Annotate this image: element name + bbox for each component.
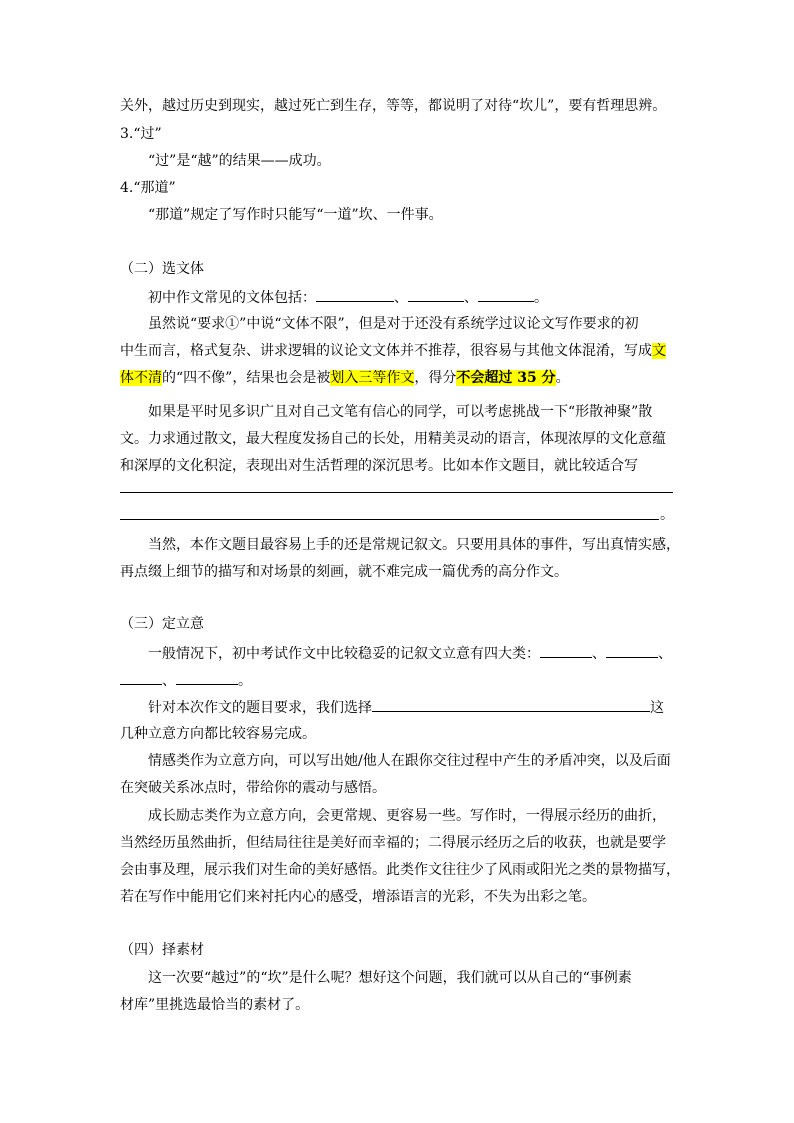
body-text: 在突破关系冰点时，带给你的震动与感悟。 <box>120 780 386 796</box>
body-text: 会由事及理，展示我们对生命的美好感悟。此类作文往往少了风雨或阳光之类的景物描写， <box>120 862 680 878</box>
body-text: 情感类作为立意方向，可以写出她/他人在跟你交往过程中产生的矛盾冲突，以及后面 <box>148 753 671 769</box>
section-heading: （三）定立意 <box>120 616 204 632</box>
body-text: “那道”规定了写作时只能写“一道”坎、一件事。 <box>148 207 443 223</box>
body-text: 初中作文常见的文体包括： <box>148 290 316 306</box>
fill-in-line <box>148 287 548 308</box>
separator: 、 <box>394 290 408 306</box>
separator: 、 <box>464 290 478 306</box>
body-text: 。 <box>555 370 570 386</box>
highlighted-text: 体不清 <box>120 370 162 386</box>
answer-blank[interactable] <box>372 697 650 712</box>
answer-line[interactable] <box>120 492 673 493</box>
answer-blank[interactable] <box>606 643 658 658</box>
period: 。 <box>238 673 252 689</box>
body-text: 当然，本作文题目最容易上手的还是常规记叙文。只要用具体的事件，写出真情实感， <box>148 537 680 553</box>
section-heading: （二）选文体 <box>120 261 204 277</box>
body-text: 几种立意方向都比较容易完成。 <box>120 726 316 742</box>
period: 。 <box>534 290 548 306</box>
body-text: 一般情况下，初中考试作文中比较稳妥的记叙文立意有四大类： <box>148 646 540 662</box>
body-text: 针对本次作文的题目要求，我们选择 <box>148 700 372 716</box>
body-text: 关外，越过历史到现实，越过死亡到生存，等等，都说明了对待“坎儿”，要有哲理思辨。 <box>120 98 667 114</box>
body-text-line <box>120 341 666 361</box>
answer-line[interactable] <box>120 519 659 520</box>
body-text: 中生而言，格式复杂、讲求逻辑的议论文文体并不推荐，很容易与其他文体混淆，写成 <box>120 343 652 359</box>
body-text: “过”是“越”的结果——成功。 <box>148 153 331 169</box>
subheading: 4.“那道” <box>120 180 176 196</box>
body-text: 的“四不像”，结果也会是被 <box>162 370 331 386</box>
highlighted-text: 文 <box>652 343 666 359</box>
period: 。 <box>660 507 674 523</box>
body-text: 这一次要“越过”的“坎”是什么呢？想好这个问题，我们就可以从自己的“事例素 <box>148 970 632 986</box>
body-text: 和深厚的文化积淀，表现出对生活哲理的深沉思考。比如本作文题目，就比较适合写 <box>120 458 638 474</box>
body-text: 成长励志类作为立意方向，会更常规、更容易一些。写作时，一得展示经历的曲折， <box>148 808 666 824</box>
section-heading: （四）择素材 <box>120 942 204 958</box>
body-text: 文。力求通过散文，最大程度发扬自己的长处，用精美灵动的语言，体现浓厚的文化意蕴 <box>120 431 666 447</box>
fill-in-line <box>148 697 664 718</box>
fill-in-line <box>148 643 672 664</box>
highlighted-bold-text: 不会超过 35 分 <box>456 370 556 386</box>
answer-blank[interactable] <box>478 287 534 302</box>
body-text: 这 <box>650 700 664 716</box>
body-text: 若在写作中能用它们来衬托内心的感受，增添语言的光彩，不失为出彩之笔。 <box>120 889 596 905</box>
body-text-line <box>120 368 570 388</box>
body-text: 再点缀上细节的描写和对场景的刻画，就不难完成一篇优秀的高分作文。 <box>120 564 568 580</box>
separator: 、 <box>592 646 606 662</box>
fill-in-line <box>120 670 252 691</box>
answer-blank[interactable] <box>540 643 592 658</box>
body-text: 虽然说“要求①”中说“文体不限”，但是对于还没有系统学过议论文写作要求的初 <box>148 316 639 332</box>
answer-blank[interactable] <box>120 670 162 685</box>
separator: 、 <box>162 673 176 689</box>
body-text: ，得分 <box>414 370 457 386</box>
body-text: 当然经历虽然曲折，但结局往往是美好而幸福的；二得展示经历之后的收获，也就是要学 <box>120 835 666 851</box>
body-text: 如果是平时见多识广且对自己文笔有信心的同学，可以考虑挑战一下“形散神聚”散 <box>148 404 653 420</box>
highlighted-text: 划入三等作文 <box>330 370 415 386</box>
subheading: 3.“过” <box>120 126 162 142</box>
answer-blank[interactable] <box>176 670 238 685</box>
separator: 、 <box>658 646 672 662</box>
answer-blank[interactable] <box>408 287 464 302</box>
answer-blank[interactable] <box>316 287 394 302</box>
body-text: 材库”里挑选最恰当的素材了。 <box>120 997 310 1013</box>
